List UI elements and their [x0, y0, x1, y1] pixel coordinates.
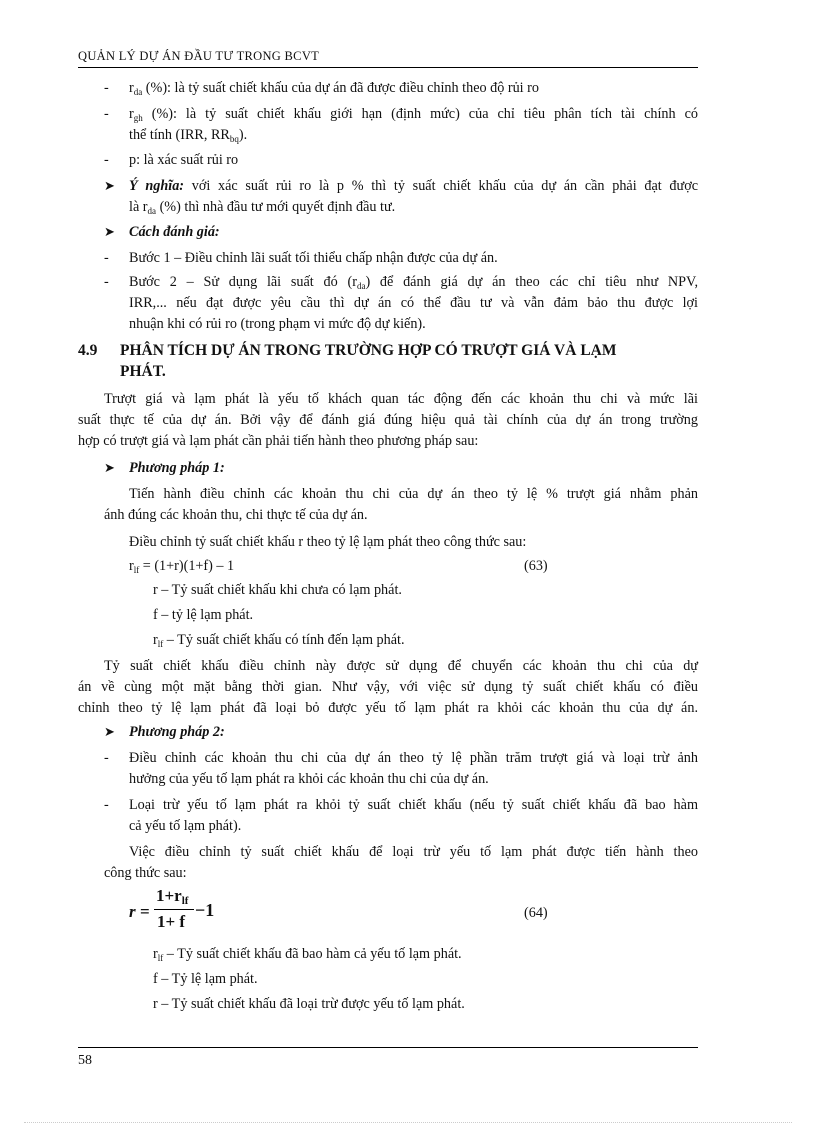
running-header: QUẢN LÝ DỰ ÁN ĐẦU TƯ TRONG BCVT — [78, 49, 320, 63]
method-1-heading: Phương pháp 1: — [129, 460, 225, 476]
formula-lhs: r = — [129, 902, 150, 921]
definition-r: r – Tỷ suất chiết khấu khi chưa có lạm phát. — [153, 582, 402, 598]
definition-f: f – tỷ lệ lạm phát. — [153, 607, 254, 623]
list-bullet: - — [104, 274, 109, 290]
method-1-paragraph-cont: ánh đúng các khoản thu, chi thực tế của dự án. — [104, 507, 368, 523]
list-item: p: là xác suất rủi ro — [129, 152, 239, 168]
list-item-cont: thể tính (IRR, $RR_{bq}$). — [129, 127, 248, 144]
method-2-bullet-cont: cả yếu tố lạm phát). — [129, 818, 242, 834]
section-title-cont: PHÁT. — [120, 363, 166, 380]
intro-paragraph: Trượt giá và lạm phát là yếu tố khách quan tác động đến các khoản thu chi và mức lãi — [104, 391, 698, 407]
method-1-formula-intro: Điều chỉnh tỷ suất chiết khấu r theo tỷ lệ lạm phát theo công thức sau: — [129, 534, 527, 550]
step-2: Bước 2 – Sử dụng lãi suất đó $(r_{da})$ để đánh giá dự án theo các chỉ tiêu như NPV, — [129, 274, 699, 291]
list-item: $r_{da}$ (%): là tỷ suất chiết khấu của dự án đã được điều chỉnh theo độ rủi ro — [129, 80, 539, 97]
equation-number: (64) — [524, 905, 548, 921]
y-nghia-paragraph: Ý nghĩa: với xác suất rủi ro là p % thì tỷ suất chiết khấu của dự án cần phải đạt được — [129, 178, 698, 194]
equation-number: (63) — [524, 558, 548, 574]
method-1-conclusion-cont: chỉnh theo tỷ lệ lạm phát đã loại bỏ được yếu tố lạm phát ra khỏi các khoản thu của dự án. — [78, 700, 698, 716]
formula-63: $r_{lf} = (1+r)(1+f) - 1$ — [129, 558, 235, 575]
method-1-conclusion: Tỷ suất chiết khấu điều chỉnh này được sử dụng để chuyển các khoản thu chi của dự — [104, 658, 698, 674]
method-2-paragraph: Việc điều chỉnh tỷ suất chiết khấu để loại trừ yếu tố lạm phát được tiến hành theo — [129, 844, 698, 860]
cach-danh-gia-heading: Cách đánh giá: — [129, 224, 220, 240]
arrow-bullet-icon: ➤ — [104, 178, 115, 193]
formula-denominator: 1+ f — [157, 912, 186, 931]
method-1-conclusion-cont: án về cùng một mặt bằng thời gian. Như vậy, với việc sử dụng tỷ suất chiết khấu có điều — [78, 679, 698, 695]
list-item: $r_{gh}$ (%): là tỷ suất chiết khấu giới hạn (định mức) của chỉ tiêu phân tích tài chính có — [129, 106, 698, 123]
formula-numerator: $1+r_{lf}$ — [156, 886, 189, 907]
step-1: Bước 1 – Điều chỉnh lãi suất tối thiểu chấp nhận được của dự án. — [129, 250, 498, 266]
method-1-paragraph: Tiến hành điều chỉnh các khoản thu chi của dự án theo tỷ lệ % trượt giá nhằm phản — [129, 486, 698, 502]
arrow-bullet-icon: ➤ — [104, 724, 115, 739]
footer-rule — [78, 1047, 698, 1048]
list-bullet: - — [104, 750, 109, 766]
intro-paragraph-cont: hợp có trượt giá và lạm phát cần phải tiến hành theo phương pháp sau: — [78, 433, 479, 449]
method-2-bullet: Loại trừ yếu tố lạm phát ra khỏi tỷ suất chiết khấu (nếu tỷ suất chiết khấu đã bao hàm — [129, 797, 698, 813]
list-bullet: - — [104, 797, 109, 813]
method-2-bullet-cont: hưởng của yếu tố lạm phát ra khỏi các khoản thu chi của dự án. — [129, 771, 489, 787]
definition-f: f – Tỷ lệ lạm phát. — [153, 971, 258, 987]
list-bullet: - — [104, 80, 109, 96]
list-bullet: - — [104, 106, 109, 122]
y-nghia-paragraph-cont: là $r_{da}$ (%) thì nhà đầu tư mới quyết định đầu tư. — [129, 199, 396, 216]
step-2-cont: IRR,... nếu đạt được yêu cầu thì dự án có thể đầu tư và vẫn đảm bảo thu được lợi — [129, 295, 698, 311]
method-2-heading: Phương pháp 2: — [129, 724, 225, 740]
method-2-bullet: Điều chỉnh các khoản thu chi của dự án theo tỷ lệ phần trăm trượt giá và loại trừ ảnh — [129, 750, 698, 766]
arrow-bullet-icon: ➤ — [104, 460, 115, 475]
definition-rlf: $r_{lf}$ – Tỷ suất chiết khấu có tính đến lạm phát. — [153, 632, 405, 649]
page-number: 58 — [78, 1053, 92, 1068]
list-bullet: - — [104, 152, 109, 168]
section-title: PHÂN TÍCH DỰ ÁN TRONG TRƯỜNG HỢP CÓ TRƯỢT GIÁ VÀ LẠM — [120, 342, 617, 359]
intro-paragraph-cont: suất thực tế của dự án. Bởi vậy để đánh giá đúng hiệu quả tài chính của dự án trong trường — [78, 412, 698, 428]
list-bullet: - — [104, 250, 109, 266]
fraction-bar — [154, 909, 194, 910]
formula-tail: −1 — [195, 900, 215, 920]
header-rule — [78, 67, 698, 68]
definition-r: r – Tỷ suất chiết khấu đã loại trừ được yếu tố lạm phát. — [153, 996, 465, 1012]
arrow-bullet-icon: ➤ — [104, 224, 115, 239]
method-2-paragraph-cont: công thức sau: — [104, 865, 187, 881]
definition-rlf: $r_{lf}$ – Tỷ suất chiết khấu đã bao hàm cả yếu tố lạm phát. — [153, 946, 462, 963]
section-number: 4.9 — [78, 342, 98, 359]
step-2-cont: nhuận khi có rủi ro (trong phạm vi mức độ dự kiến). — [129, 316, 426, 332]
